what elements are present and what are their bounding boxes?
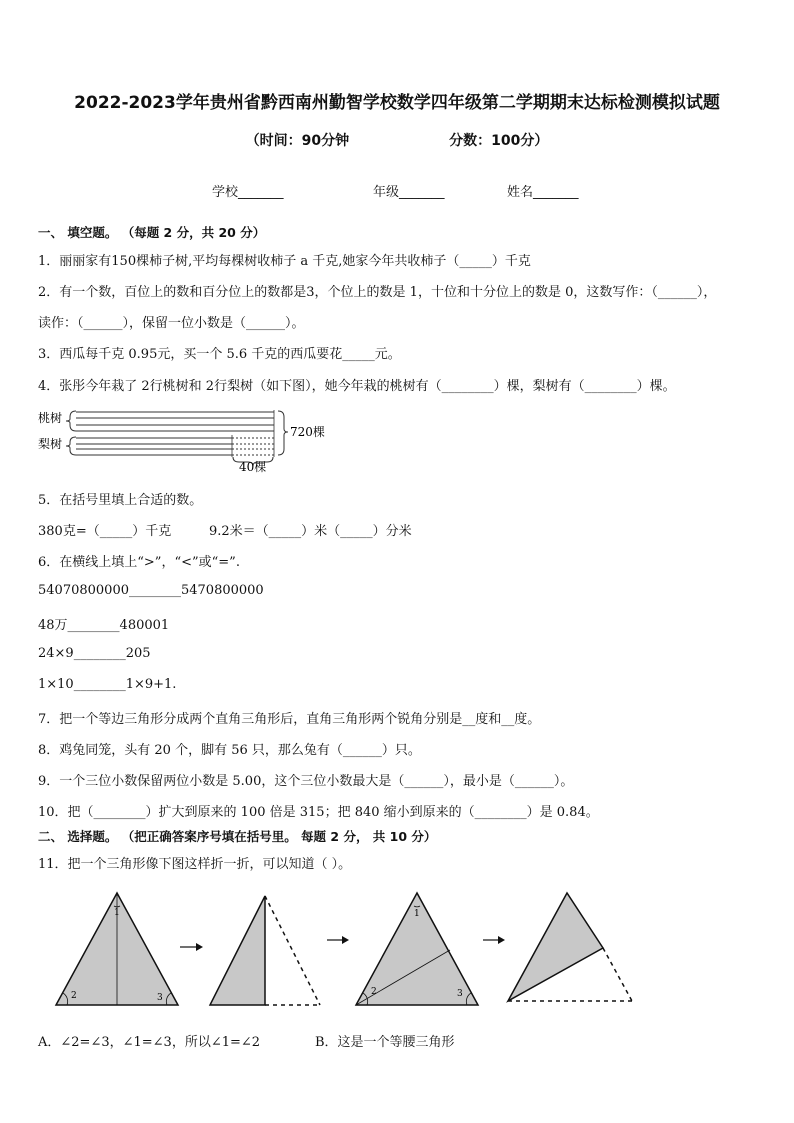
question-6c: 24×9________205 [38, 646, 151, 661]
angle-1-label: 1 [114, 908, 120, 918]
question-4: 4．张彤今年栽了 2行桃树和 2行梨树（如下图），她今年栽的桃树有（________）棵，梨树有（________）棵。 [38, 379, 676, 394]
angle-2-label: 2 [71, 991, 77, 1001]
question-9: 9．一个三位小数保留两位小数是 5.00，这个三位小数最大是（______），最小是（______）。 [38, 774, 574, 789]
total-label: 720棵 [290, 425, 325, 439]
angle-3-label: 3 [157, 993, 163, 1003]
question-10: 10．把（________）扩大到原来的 100 倍是 315；把 840 缩小到原来的（________）是 0.84。 [38, 805, 599, 820]
triangle-folded-2 [508, 893, 632, 1001]
exam-score: 分数：100分） [449, 133, 549, 149]
question-2-line-1: 2．有一个数，百位上的数和百分位上的数都是3，个位上的数是 1，十位和十分位上的数是 0，这数写作：（______）， [38, 285, 717, 300]
arrow-icon [483, 936, 505, 944]
question-6: 6．在横线上填上“>”，“<”或“=”. [38, 555, 240, 570]
section-1-title: 一、 填空题。 （每题 2 分，共 20 分） [38, 225, 266, 240]
peach-label: 桃树 [38, 411, 63, 425]
arrow-icon [180, 943, 203, 951]
question-6b: 48万________480001 [38, 618, 170, 633]
exam-meta [0, 130, 794, 150]
triangle-full-1 [56, 893, 178, 1005]
question-3: 3．西瓜每千克 0.95元，买一个 5.6 千克的西瓜要花_____元。 [38, 347, 401, 362]
pear-label: 梨树 [38, 437, 63, 451]
triangle-full-2 [356, 893, 478, 1005]
section-2-title: 二、 选择题。 （把正确答案序号填在括号里。 每题 2 分， 共 10 分） [38, 829, 437, 844]
arrow-icon [327, 936, 349, 944]
option-a[interactable]: A．∠2=∠3，∠1=∠3，所以∠1=∠2 [38, 1035, 261, 1050]
question-6d: 1×10________1×9+1. [38, 677, 177, 692]
name-field[interactable]: 姓名_______ [507, 185, 579, 200]
question-2-line-2: 读作：（______），保留一位小数是（______）。 [38, 316, 305, 331]
question-7: 7．把一个等边三角形分成两个直角三角形后，直角三角形两个锐角分别是__度和__度。 [38, 712, 541, 727]
question-5a: 380克=（_____）千克 [38, 524, 172, 539]
angle-1-label: 1 [414, 909, 420, 919]
triangle-fold-diagram [40, 888, 640, 1010]
question-11: 11．把一个三角形像下图这样折一折，可以知道（ ）。 [38, 857, 352, 872]
triangle-folded-1 [210, 896, 320, 1005]
question-8: 8．鸡兔同笼，头有 20 个，脚有 56 只，那么兔有（______）只。 [38, 743, 421, 758]
question-5: 5．在括号里填上合适的数。 [38, 493, 203, 508]
diff-label: 40棵 [239, 460, 267, 474]
school-field[interactable]: 学校_______ [212, 185, 284, 200]
tree-rows-diagram [36, 405, 336, 475]
exam-time: （时间：90分钟 [245, 133, 350, 149]
angle-2-label: 2 [371, 987, 377, 997]
question-6a: 54070800000________5470800000 [38, 583, 264, 598]
question-5b: 9.2米＝（_____）米（_____）分米 [209, 524, 412, 539]
angle-3-label: 3 [457, 989, 463, 999]
option-b[interactable]: B．这是一个等腰三角形 [315, 1035, 455, 1050]
grade-field[interactable]: 年级_______ [373, 185, 445, 200]
question-1: 1．丽丽家有150棵柿子树,平均每棵树收柿子 a 千克,她家今年共收柿子（_____）千克 [38, 254, 531, 269]
page-title: 2022-2023学年贵州省黔西南州勤智学校数学四年级第二学期期末达标检测模拟试题 [74, 93, 720, 113]
